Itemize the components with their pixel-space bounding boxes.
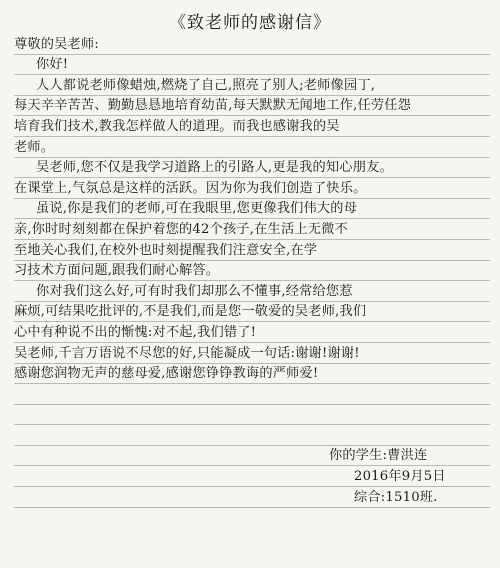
letter-line [14,240,490,261]
letter-line [14,96,490,117]
body-text: 麻烦,可结果吃批评的,不是我们,而是您一敬爱的吴老师,我们 [14,304,367,320]
body-text: 老师。 [14,139,55,155]
letter-line [14,75,490,96]
letter-line [14,116,490,137]
body-text: 人人都说老师像蜡烛,燃烧了自己,照亮了别人;老师像园丁, [36,77,376,93]
salutation: 你好! [36,57,69,73]
body-text: 在课堂上,气氛总是这样的活跃。因为你为我们创造了快乐。 [14,180,367,196]
blank-line [14,405,490,426]
class-label: 综合:1510班. [354,489,438,505]
letter-line [14,302,490,323]
ruled-lines [14,34,490,508]
line-date [14,466,490,487]
greeting: 尊敬的吴老师: [14,36,99,52]
line-salutation [14,55,490,76]
letter-title: 《致老师的感谢信》 [169,13,331,33]
letter-line [14,261,490,282]
body-text: 虽说,你是我们的老师,可在我眼里,您更像我们伟大的母 [36,201,358,217]
letter-line [14,219,490,240]
body-text: 至地关心我们,在校外也时刻提醒我们注意安全,在学 [14,242,318,258]
body-text: 你对我们这么好,可有时我们却那么不懂事,经常给您惹 [36,283,353,299]
letter-line [14,322,490,343]
body-text: 吴老师,千言万语说不尽您的好,只能凝成一句话:谢谢!谢谢! [14,345,360,361]
body-text: 习技术方面问题,跟我们耐心解答。 [14,263,220,279]
body-text: 吴老师,您不仅是我学习道路上的引路人,更是我的知心朋友。 [36,160,393,176]
letter-line [14,199,490,220]
body-text: 感谢您润物无声的慈母爱,感谢您铮铮教诲的严师爱! [14,366,319,382]
body-text: 心中有种说不出的惭愧:对不起,我们错了! [14,324,257,340]
line-class [14,487,490,508]
letter-line [14,158,490,179]
signature: 你的学生:曹洪连 [329,448,428,464]
letter-line [14,364,490,385]
letter-date: 2016年9月5日 [354,469,446,485]
body-text: 每天辛辛苦苦、勤勤恳恳地培育幼苗,每天默默无闻地工作,任劳任怨 [14,98,412,114]
letter-line [14,281,490,302]
letter-line [14,178,490,199]
blank-line [14,384,490,405]
line-signature [14,446,490,467]
body-text: 培育我们技术,教我怎样做人的道理。而我也感谢我的吴 [14,118,340,134]
letter-line [14,137,490,158]
blank-line [14,425,490,446]
body-text: 亲,你时时刻刻都在保护着您的42个孩子,在生活上无微不 [14,221,348,237]
letter-line [14,343,490,364]
line-greeting [14,34,490,55]
